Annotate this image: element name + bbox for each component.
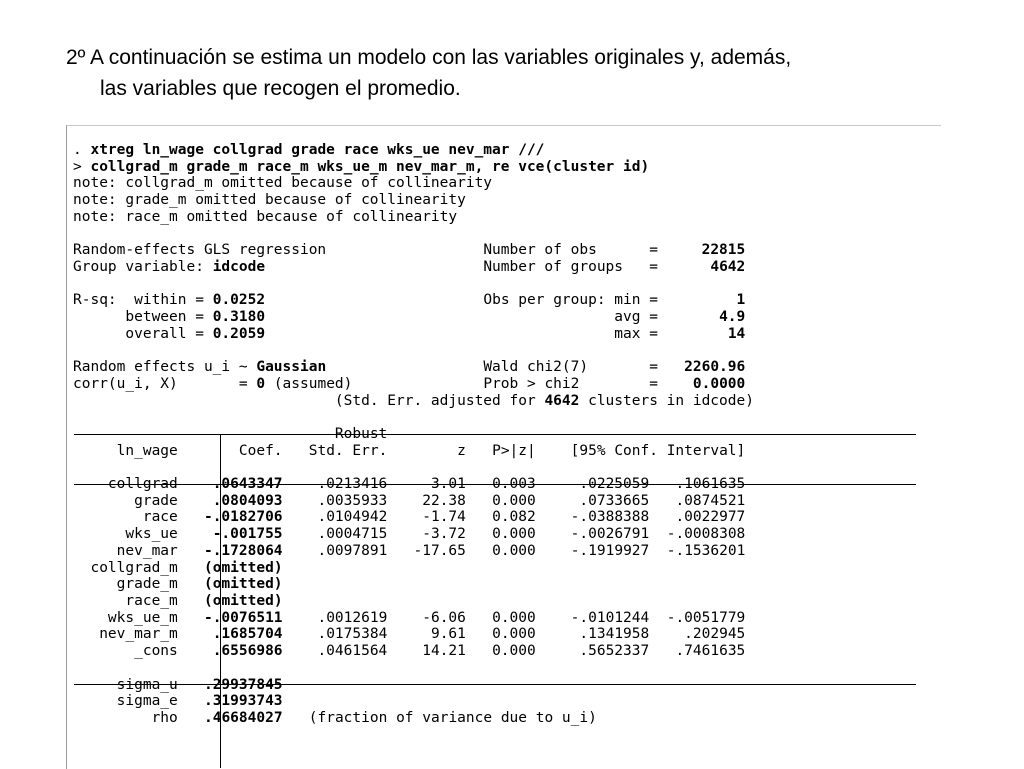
table-cell: -.0051779: [666, 609, 746, 626]
wald-chi2: 2260.96: [684, 359, 746, 376]
table-cell: -.1919927: [570, 542, 650, 559]
omitted-flag: (omitted): [203, 576, 283, 593]
label: Prob > chi2: [483, 375, 580, 392]
n-groups: 4642: [710, 258, 746, 275]
table-cell: 0.000: [492, 609, 536, 626]
equals: =: [649, 242, 658, 259]
coefficient: .6556986: [212, 643, 283, 660]
table-cell: .1061635: [675, 476, 746, 493]
corr-value: 0: [256, 375, 266, 392]
obs-max: 14: [727, 325, 746, 342]
table-cell: .0004715: [317, 526, 388, 543]
n-obs: 22815: [701, 242, 746, 259]
equals: =: [238, 375, 248, 392]
table-cell: 22.38: [422, 492, 466, 509]
rsq-between: 0.3180: [212, 309, 266, 326]
dependent-variable: ln_wage: [116, 442, 178, 459]
equals: =: [649, 258, 658, 275]
coefficient: -.0182706: [203, 509, 283, 526]
table-cell: 0.082: [492, 509, 536, 526]
stata-output-panel: [66, 125, 941, 769]
column-header: Std. Err.: [308, 442, 388, 459]
sigma-e-label: sigma_e: [116, 693, 178, 710]
table-cell: .0213416: [317, 476, 388, 493]
row-variable: race: [142, 509, 178, 526]
coefficient: .1685704: [212, 626, 283, 643]
between-label: between: [125, 309, 187, 326]
table-cell: 3.01: [430, 476, 466, 493]
table-cell: .0175384: [317, 626, 388, 643]
column-header: Coef.: [238, 442, 283, 459]
equals: =: [649, 359, 658, 376]
sigma-u: .29937845: [203, 676, 283, 693]
table-cell: -3.72: [422, 526, 466, 543]
row-variable: collgrad: [107, 476, 178, 493]
table-cell: -.0101244: [570, 609, 650, 626]
heading-line-2: las variables que recogen el promedio.: [100, 77, 461, 100]
table-cell: .1341958: [579, 626, 650, 643]
slide-heading: [66, 42, 966, 104]
heading-line-1: 2º A continuación se estima un modelo con las variables originales y, además,: [66, 46, 792, 69]
table-cell: .7461635: [675, 643, 746, 660]
table-cell: -.0008308: [666, 526, 746, 543]
omitted-flag: (omitted): [203, 592, 283, 609]
equals: =: [649, 309, 658, 326]
table-cell: .0733665: [579, 492, 650, 509]
coefficient: -.0076511: [203, 609, 283, 626]
table-cell: -.0388388: [570, 509, 650, 526]
table-header-rule: [74, 484, 916, 485]
sigma-u-label: sigma_u: [116, 676, 178, 693]
rho-note: (fraction of variance due to u_i): [308, 709, 597, 726]
sigma-e: .31993743: [203, 693, 283, 710]
row-variable: race_m: [125, 592, 178, 609]
table-cell: .5652337: [579, 643, 650, 660]
obs-min: 1: [736, 292, 746, 309]
corr-note: (assumed): [273, 375, 353, 392]
coefficient: .0804093: [212, 492, 283, 509]
table-cell: 0.000: [492, 626, 536, 643]
row-variable: wks_ue: [125, 526, 178, 543]
command-continuation: >: [73, 158, 91, 175]
table-cell: .0097891: [317, 542, 388, 559]
omitted-flag: (omitted): [203, 559, 283, 576]
rsq-overall: 0.2059: [212, 325, 266, 342]
equals: =: [649, 375, 658, 392]
equals: =: [649, 292, 658, 309]
table-cell: -.0026791: [570, 526, 650, 543]
label: Number of obs: [483, 242, 597, 259]
label: max: [614, 325, 641, 342]
table-cell: 0.000: [492, 542, 536, 559]
clusters-count: 4642: [544, 392, 580, 409]
row-variable: nev_mar_m: [99, 626, 178, 643]
collinearity-note: note: race_m omitted because of collinearity: [73, 208, 458, 225]
rsq-within: 0.0252: [212, 292, 266, 309]
label: avg: [614, 309, 641, 326]
re-distribution: Gaussian: [256, 359, 327, 376]
column-header: P>|z|: [492, 442, 536, 459]
collinearity-note: note: grade_m omitted because of collinearity: [73, 192, 466, 209]
coefficient: -.001755: [212, 526, 283, 543]
row-variable: _cons: [134, 643, 178, 660]
table-cell: -17.65: [413, 542, 466, 559]
equals: =: [195, 292, 204, 309]
clusters-note: clusters in idcode): [588, 392, 754, 409]
table-cell: 0.000: [492, 526, 536, 543]
robust-label: Robust: [334, 425, 388, 442]
table-cell: -6.06: [422, 609, 466, 626]
row-variable: grade: [134, 492, 178, 509]
command-prompt: .: [73, 142, 91, 158]
row-variable: nev_mar: [116, 542, 178, 559]
equals: =: [195, 325, 204, 342]
obs-avg: 4.9: [719, 309, 746, 326]
label: Wald chi2(7): [483, 359, 589, 376]
row-variable: collgrad_m: [90, 559, 178, 576]
table-cell: .0225059: [579, 476, 650, 493]
table-cell: 0.000: [492, 492, 536, 509]
corr-label: corr(u_i, X): [73, 375, 178, 392]
group-variable: idcode: [212, 258, 266, 275]
equals: =: [649, 325, 658, 342]
row-variable: wks_ue_m: [107, 609, 178, 626]
table-top-rule: [74, 434, 916, 435]
table-cell: .0874521: [675, 492, 746, 509]
model-type: Random-effects GLS regression: [73, 242, 327, 259]
label: Number of groups: [483, 258, 624, 275]
collinearity-note: note: collgrad_m omitted because of collinearity: [73, 175, 493, 192]
table-cell: .0104942: [317, 509, 388, 526]
table-cell: .0035933: [317, 492, 388, 509]
equals: =: [195, 309, 204, 326]
rsq-label: R-sq:: [73, 292, 117, 309]
table-cell: -1.74: [422, 509, 466, 526]
table-cell: .202945: [684, 626, 746, 643]
re-label: Random effects u_i ~: [73, 359, 248, 376]
table-cell: 9.61: [430, 626, 466, 643]
table-cell: .0012619: [317, 609, 388, 626]
table-cell: .0461564: [317, 643, 388, 660]
table-cell: -.1536201: [666, 542, 746, 559]
table-cell: 14.21: [422, 643, 466, 660]
command-line-2: collgrad_m grade_m race_m wks_ue_m nev_mar_m, re vce(cluster id): [90, 158, 650, 175]
column-header: z: [457, 442, 466, 459]
table-column-divider: [220, 434, 221, 768]
column-header: [95% Conf. Interval]: [570, 442, 746, 459]
label: Obs per group: min: [483, 292, 641, 309]
table-cell: 0.000: [492, 643, 536, 660]
rho-label: rho: [151, 709, 178, 726]
group-variable-label: Group variable:: [73, 258, 204, 275]
coefficient: .0643347: [212, 476, 283, 493]
rho: .46684027: [203, 709, 283, 726]
within-label: within: [134, 292, 187, 309]
command-line-1: xtreg ln_wage collgrad grade race wks_ue nev_mar ///: [90, 142, 545, 158]
table-cell: .0022977: [675, 509, 746, 526]
row-variable: grade_m: [116, 576, 178, 593]
table-sigma-rule: [74, 684, 916, 685]
overall-label: overall: [125, 325, 187, 342]
clusters-note: (Std. Err. adjusted for: [334, 392, 536, 409]
prob-chi2: 0.0000: [692, 375, 746, 392]
coefficient: -.1728064: [203, 542, 283, 559]
table-cell: 0.003: [492, 476, 536, 493]
